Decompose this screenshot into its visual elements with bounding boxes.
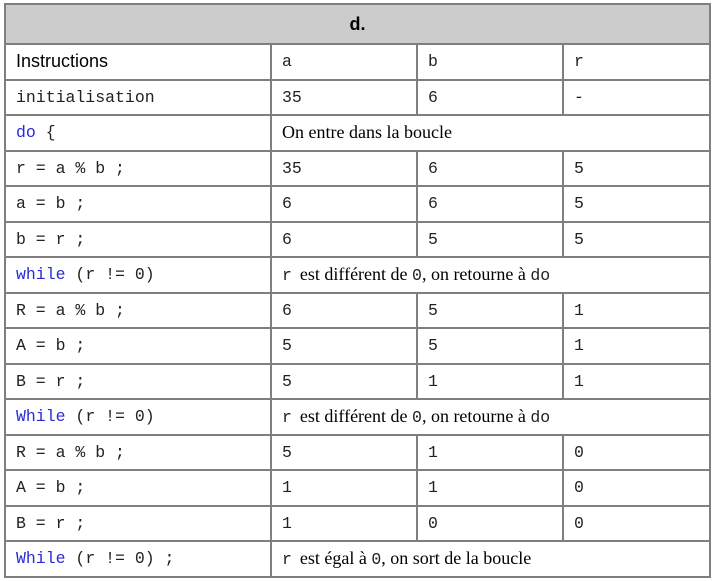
message-text: est différent de: [299, 406, 413, 427]
message-cell: [271, 399, 710, 435]
value-r: 1: [563, 328, 710, 364]
message-cell: [271, 257, 710, 293]
value-b: 0: [417, 506, 563, 542]
instruction-cell: [5, 257, 271, 293]
keyword: do: [16, 123, 36, 143]
header-row: [5, 44, 710, 80]
value-b: 5: [417, 328, 563, 364]
value-b: 5: [417, 222, 563, 258]
message-cell: [271, 541, 710, 577]
instruction-rest: (r != 0): [65, 265, 155, 285]
value-r: 0: [563, 470, 710, 506]
instruction-rest: (r != 0) ;: [65, 549, 175, 569]
keyword: While: [16, 549, 66, 569]
header-a: a: [271, 44, 417, 80]
instruction-cell: R = a % b ;: [5, 435, 271, 471]
value-b: 6: [417, 186, 563, 222]
instruction-cell: r = a % b ;: [5, 151, 271, 187]
instruction-rest: {: [35, 123, 56, 143]
table-row: [5, 257, 710, 293]
table-row: [5, 541, 710, 577]
keyword-do: do: [530, 266, 551, 286]
value-zero: 0: [412, 266, 422, 286]
table-row: [5, 293, 710, 329]
instruction-cell: a = b ;: [5, 186, 271, 222]
value-b: 1: [417, 435, 563, 471]
table-row: [5, 435, 710, 471]
value-zero: 0: [412, 408, 422, 428]
value-r: 0: [563, 435, 710, 471]
instruction-cell: [5, 399, 271, 435]
value-r: 1: [563, 293, 710, 329]
value-r: -: [563, 80, 710, 116]
keyword: while: [16, 265, 66, 285]
value-r: 0: [563, 506, 710, 542]
header-instructions: Instructions: [5, 44, 271, 80]
table-row: [5, 186, 710, 222]
trace-table: [4, 3, 711, 578]
table-row: [5, 222, 710, 258]
keyword-do: do: [530, 408, 551, 428]
value-b: 6: [417, 151, 563, 187]
table-row: [5, 80, 710, 116]
value-b: 5: [417, 293, 563, 329]
instruction-cell: R = a % b ;: [5, 293, 271, 329]
value-b: 6: [417, 80, 563, 116]
table-title: d.: [5, 4, 710, 44]
value-a: 5: [271, 328, 417, 364]
title-row: [5, 4, 710, 44]
message-cell: On entre dans la boucle: [271, 115, 710, 151]
table-row: [5, 399, 710, 435]
table-row: [5, 506, 710, 542]
table-row: [5, 115, 710, 151]
instruction-cell: initialisation: [5, 80, 271, 116]
value-r: 5: [563, 151, 710, 187]
message-text: , on sort de la boucle: [381, 548, 532, 569]
instruction-rest: (r != 0): [65, 407, 155, 427]
value-a: 6: [271, 222, 417, 258]
value-zero: 0: [371, 550, 382, 570]
header-b: b: [417, 44, 563, 80]
keyword: While: [16, 407, 66, 427]
instruction-cell: b = r ;: [5, 222, 271, 258]
message-text: , on retourne à: [421, 406, 531, 427]
instruction-cell: B = r ;: [5, 506, 271, 542]
value-a: 6: [271, 293, 417, 329]
value-a: 5: [271, 364, 417, 400]
value-b: 1: [417, 364, 563, 400]
table-row: [5, 151, 710, 187]
trace-table-container: [4, 3, 711, 578]
instruction-cell: [5, 541, 271, 577]
instruction-cell: B = r ;: [5, 364, 271, 400]
value-a: 1: [271, 506, 417, 542]
var-r: r: [282, 408, 292, 428]
message-text: est différent de: [299, 264, 413, 285]
table-row: [5, 328, 710, 364]
table-row: [5, 364, 710, 400]
var-r: r: [282, 550, 292, 570]
value-b: 1: [417, 470, 563, 506]
table-row: [5, 470, 710, 506]
message-text: est égal à: [299, 548, 372, 569]
value-a: 35: [271, 80, 417, 116]
value-r: 5: [563, 186, 710, 222]
instruction-cell: [5, 115, 271, 151]
var-r: r: [282, 266, 292, 286]
value-r: 5: [563, 222, 710, 258]
value-a: 5: [271, 435, 417, 471]
message-text: , on retourne à: [421, 264, 531, 285]
instruction-cell: A = b ;: [5, 328, 271, 364]
value-a: 1: [271, 470, 417, 506]
header-r: r: [563, 44, 710, 80]
instruction-cell: A = b ;: [5, 470, 271, 506]
value-a: 35: [271, 151, 417, 187]
value-r: 1: [563, 364, 710, 400]
value-a: 6: [271, 186, 417, 222]
